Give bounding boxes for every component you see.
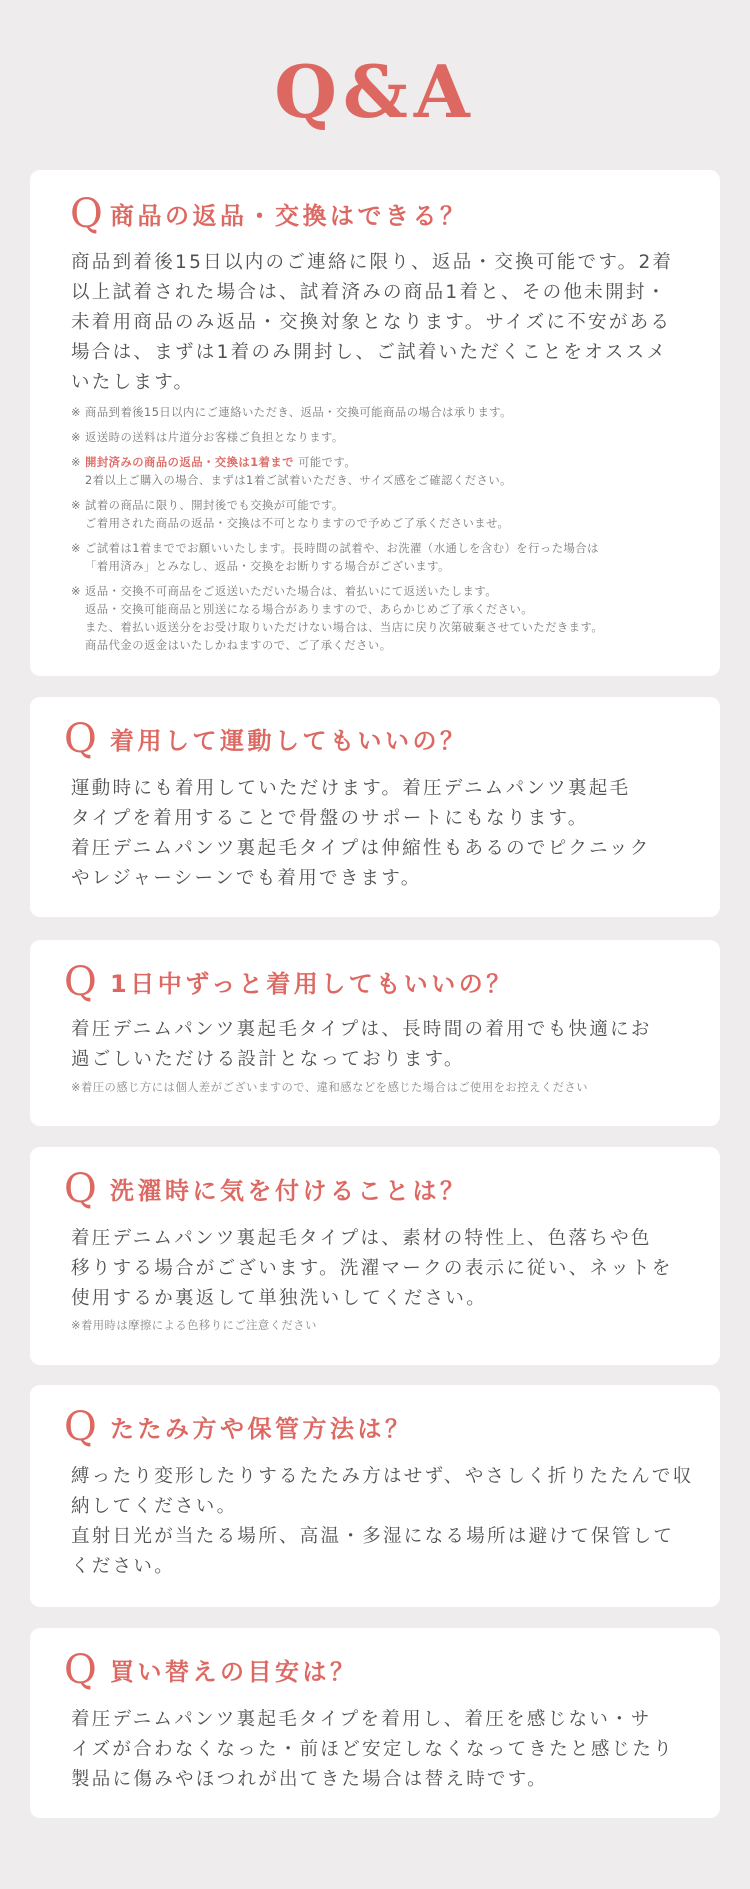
note-item <box>71 404 711 422</box>
q-mark: Q <box>64 716 97 762</box>
faq-question: 洗濯時に気を付けることは？ <box>110 1177 468 1205</box>
answer-line: タイプを着用することで骨盤のサポートにもなります。 <box>71 808 589 829</box>
answer-line: いたします。 <box>71 372 195 393</box>
faq-card-returns <box>30 170 720 676</box>
answer-line: 未着用商品のみ返品・交換対象となります。サイズに不安がある <box>71 312 672 333</box>
faq-note: ※着圧の感じ方には個人差がございますので、違和感などを感じた場合はご使用をお控えください <box>71 1081 589 1094</box>
note-line: 2着以上ご購入の場合、まずは1着ご試着いただき、サイズ感をご確認ください。 <box>85 474 512 487</box>
answer-line: 過ごしいただける設計となっております。 <box>71 1049 465 1070</box>
note-item <box>71 540 711 576</box>
note-line: 商品代金の返金はいたしかねますので、ご了承ください。 <box>85 639 392 652</box>
faq-answer <box>71 248 711 398</box>
answer-line: やレジャーシーンでも着用できます。 <box>71 868 422 889</box>
note-item <box>71 583 711 655</box>
page-title: Q&A <box>274 49 476 134</box>
faq-question: 着用して運動してもいいの？ <box>110 727 468 755</box>
faq-card-washing <box>30 1147 720 1365</box>
answer-line: 着圧デニムパンツ裏起毛タイプは、素材の特性上、色落ちや色 <box>71 1228 652 1249</box>
note-line: ※ 返品・交換不可商品をご返送いただいた場合は、着払いにて返送いたします。 <box>71 585 498 598</box>
note-item <box>71 429 711 447</box>
faq-note: ※着用時は摩擦による色移りにご注意ください <box>71 1319 317 1332</box>
answer-line: 縛ったり変形したりするたたみ方はせず、やさしく折りたたんで収 <box>71 1466 694 1487</box>
answer-line: 使用するか裏返して単独洗いしてください。 <box>71 1288 488 1309</box>
answer-line: 直射日光が当たる場所、高温・多湿になる場所は避けて保管して <box>71 1526 675 1547</box>
note-line: ※ 返送時の送料は片道分お客様ご負担となります。 <box>71 431 344 444</box>
faq-answer <box>71 1015 711 1075</box>
note-line: 返品・交換可能商品と別送になる場合がありますので、あらかじめご了承ください。 <box>85 603 534 616</box>
q-mark: Q <box>64 1647 97 1693</box>
note-line: ※ ご試着は1着まででお願いいたします。長時間の試着や、お洗濯（水通しを含む）を行った場合は <box>71 542 599 555</box>
answer-line: イズが合わなくなった・前ほど安定しなくなってきたと感じたり <box>71 1739 675 1760</box>
answer-line: 着圧デニムパンツ裏起毛タイプは伸縮性もあるのでピクニック <box>71 838 651 859</box>
faq-answer <box>71 774 711 894</box>
note-line: ※ 試着の商品に限り、開封後でも交換が可能です。 <box>71 499 344 512</box>
faq-card-exercise <box>30 697 720 917</box>
highlight-after: 可能です。 <box>298 456 357 469</box>
note-item-highlight <box>71 454 711 490</box>
highlight-text: 開封済みの商品の返品・交換は1着まで <box>85 456 294 469</box>
answer-line: 着圧デニムパンツ裏起毛タイプを着用し、着圧を感じない・サ <box>71 1709 652 1730</box>
note-line: ご着用された商品の返品・交換は不可となりますので予めご了承くださいませ。 <box>85 517 510 530</box>
answer-line: 移りする場合がございます。洗濯マークの表示に従い、ネットを <box>71 1258 673 1279</box>
faq-card-storage <box>30 1385 720 1607</box>
q-mark: Q <box>64 1166 97 1212</box>
note-line: ※ 商品到着後15日以内にご連絡いただき、返品・交換可能商品の場合は承ります。 <box>71 406 512 419</box>
faq-card-replacement <box>30 1628 720 1818</box>
faq-answer <box>71 1462 711 1582</box>
faq-notes <box>71 404 711 662</box>
note-line: ※ 開封済みの商品の返品・交換は1着まで 可能です。 <box>71 456 357 469</box>
faq-answer <box>71 1705 711 1795</box>
answer-line: ください。 <box>71 1556 176 1577</box>
answer-line: 着圧デニムパンツ裏起毛タイプは、長時間の着用でも快適にお <box>71 1019 652 1040</box>
answer-line: 場合は、まずは1着のみ開封し、ご試着いただくことをオススメ <box>71 342 668 363</box>
faq-question: たたみ方や保管方法は？ <box>110 1415 413 1443</box>
note-line: また、着払い返送分をお受け取りいただけない場合は、当店に戻り次第破棄させていただきます。 <box>85 621 604 634</box>
answer-line: 運動時にも着用していただけます。着圧デニムパンツ裏起毛 <box>71 778 631 799</box>
answer-line: 商品到着後15日以内のご連絡に限り、返品・交換可能です。2着 <box>71 252 674 273</box>
q-mark: Q <box>64 1404 97 1450</box>
faq-question: 買い替えの目安は？ <box>110 1658 358 1686</box>
answer-line: 製品に傷みやほつれが出てきた場合は替え時です。 <box>71 1769 548 1790</box>
note-item <box>71 497 711 533</box>
note-line: 「着用済み」とみなし、返品・交換をお断りする場合がございます。 <box>85 560 450 573</box>
answer-line: 以上試着された場合は、試着済みの商品1着と、その他未開封・ <box>71 282 668 303</box>
answer-line: 納してください。 <box>71 1496 238 1517</box>
faq-question: 1日中ずっと着用してもいいの？ <box>110 970 514 998</box>
faq-answer <box>71 1224 711 1314</box>
faq-card-all-day <box>30 940 720 1126</box>
q-mark: Q <box>64 959 97 1005</box>
q-mark: Q <box>70 191 103 237</box>
faq-question: 商品の返品・交換はできる？ <box>110 202 468 230</box>
